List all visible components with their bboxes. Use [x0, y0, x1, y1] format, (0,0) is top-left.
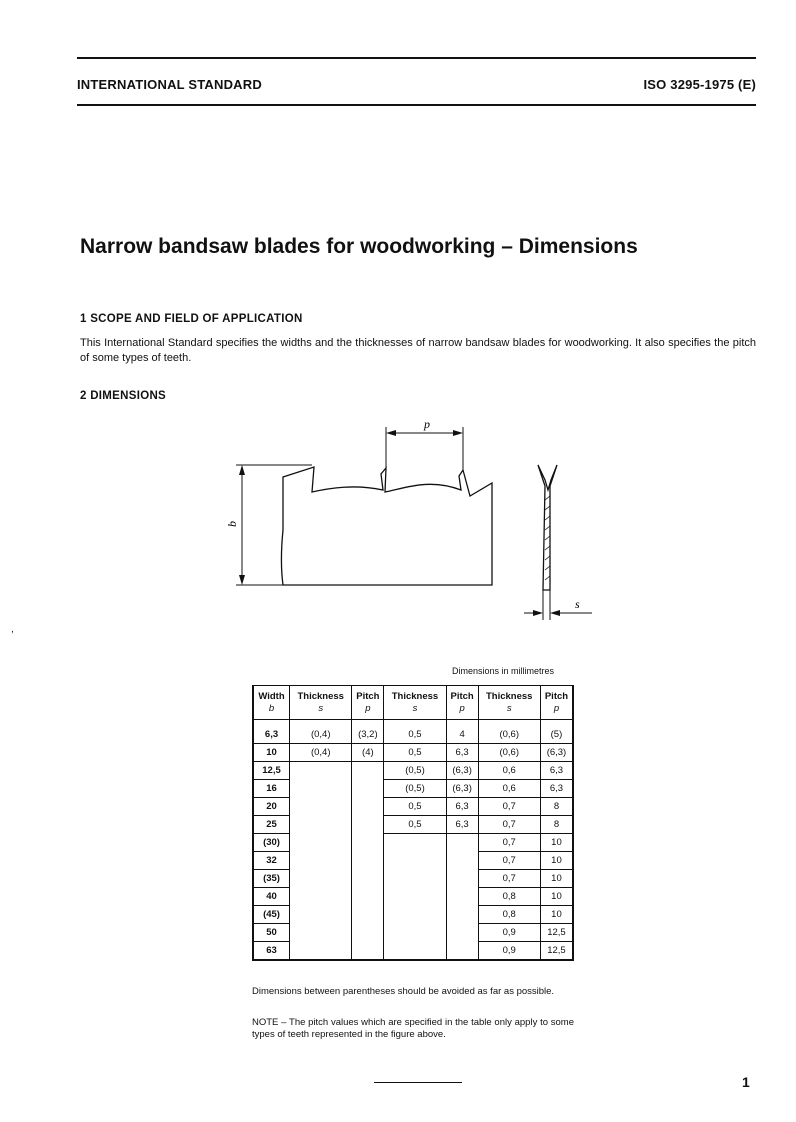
dimensions-table [252, 685, 574, 961]
label-p: p [424, 417, 430, 431]
value-cell [290, 834, 352, 852]
width-cell: 10 [253, 744, 290, 762]
value-cell [446, 906, 478, 924]
value-cell: 0,9 [478, 942, 540, 961]
value-cell: 0,5 [384, 720, 446, 744]
width-cell: (30) [253, 834, 290, 852]
table-row [253, 720, 573, 744]
value-cell [384, 942, 446, 961]
value-cell [384, 834, 446, 852]
value-cell [290, 942, 352, 961]
width-cell: 25 [253, 816, 290, 834]
value-cell: (0,6) [478, 744, 540, 762]
value-cell: 6,3 [446, 798, 478, 816]
value-cell [352, 924, 384, 942]
value-cell [446, 834, 478, 852]
value-cell: 6,3 [446, 744, 478, 762]
value-cell [384, 888, 446, 906]
value-cell: 8 [540, 798, 573, 816]
value-cell: 0,6 [478, 762, 540, 780]
width-cell: 50 [253, 924, 290, 942]
value-cell: 0,7 [478, 798, 540, 816]
value-cell [352, 870, 384, 888]
value-cell: (4) [352, 744, 384, 762]
label-s: s [575, 597, 580, 611]
table-row [253, 834, 573, 852]
value-cell: 6,3 [540, 762, 573, 780]
value-cell: (6,3) [446, 762, 478, 780]
value-cell: (0,5) [384, 762, 446, 780]
header-thickness-2: Thickness s [384, 686, 446, 720]
value-cell [352, 798, 384, 816]
table-row [253, 924, 573, 942]
value-cell [384, 924, 446, 942]
b-arrow-top [239, 465, 245, 475]
value-cell: (0,5) [384, 780, 446, 798]
value-cell [352, 816, 384, 834]
table-row [253, 798, 573, 816]
value-cell [290, 798, 352, 816]
value-cell: 6,3 [446, 816, 478, 834]
header-pitch-1: Pitch p [352, 686, 384, 720]
header-width: Width b [253, 686, 290, 720]
value-cell [384, 852, 446, 870]
value-cell [290, 816, 352, 834]
value-cell: 12,5 [540, 924, 573, 942]
value-cell [446, 852, 478, 870]
value-cell [290, 780, 352, 798]
value-cell: 0,7 [478, 816, 540, 834]
header-thickness-1: Thickness s [290, 686, 352, 720]
label-b: b [225, 521, 239, 527]
value-cell [446, 924, 478, 942]
value-cell [290, 888, 352, 906]
value-cell: 0,5 [384, 798, 446, 816]
value-cell: 0,7 [478, 870, 540, 888]
table-row [253, 816, 573, 834]
section-1-text: This International Standard specifies the widths and the thicknesses of narrow bandsaw blades for woodworking. It also specifies the pitch of some types of teeth. [80, 337, 756, 364]
header-pitch-2: Pitch p [446, 686, 478, 720]
value-cell: (0,6) [478, 720, 540, 744]
value-cell [384, 870, 446, 888]
table-row [253, 942, 573, 961]
value-cell [446, 942, 478, 961]
width-cell: 40 [253, 888, 290, 906]
page-title: Narrow bandsaw blades for woodworking – Dimensions [80, 235, 638, 258]
parentheses-note: Dimensions between parentheses should be avoided as far as possible. [252, 986, 555, 997]
table-row [253, 906, 573, 924]
table-header-row [253, 686, 573, 720]
value-cell [352, 762, 384, 780]
p-arrow-left [386, 430, 396, 436]
width-cell: 16 [253, 780, 290, 798]
value-cell: (0,4) [290, 720, 352, 744]
value-cell: 8 [540, 816, 573, 834]
value-cell: 10 [540, 906, 573, 924]
width-cell: (35) [253, 870, 290, 888]
header-pitch-3: Pitch p [540, 686, 573, 720]
value-cell: 6,3 [540, 780, 573, 798]
value-cell [352, 834, 384, 852]
table-row [253, 852, 573, 870]
value-cell: 0,9 [478, 924, 540, 942]
value-cell [446, 870, 478, 888]
value-cell [352, 942, 384, 961]
section-2-heading: 2 DIMENSIONS [80, 390, 167, 402]
p-arrow-right [453, 430, 463, 436]
value-cell: (6,3) [540, 744, 573, 762]
value-cell: 0,5 [384, 816, 446, 834]
width-cell: 12,5 [253, 762, 290, 780]
section-1-heading: 1 SCOPE AND FIELD OF APPLICATION [80, 313, 303, 325]
value-cell: 10 [540, 870, 573, 888]
value-cell [290, 762, 352, 780]
value-cell: (6,3) [446, 780, 478, 798]
table-row [253, 744, 573, 762]
header-right: ISO 3295-1975 (E) [643, 77, 756, 92]
value-cell: 0,7 [478, 852, 540, 870]
value-cell: 10 [540, 852, 573, 870]
page-number: 1 [742, 1074, 750, 1090]
table-row [253, 888, 573, 906]
value-cell: 0,8 [478, 906, 540, 924]
footer-rule [374, 1082, 462, 1083]
value-cell [290, 852, 352, 870]
table-caption: Dimensions in millimetres [452, 666, 555, 676]
value-cell: (3,2) [352, 720, 384, 744]
stray-mark: , [11, 624, 14, 635]
value-cell [352, 780, 384, 798]
value-cell: 0,8 [478, 888, 540, 906]
value-cell [352, 852, 384, 870]
value-cell: (5) [540, 720, 573, 744]
width-cell: 6,3 [253, 720, 290, 744]
b-arrow-bottom [239, 575, 245, 585]
pitch-note: NOTE – The pitch values which are specified in the table only apply to some types of teeth represented in the figure above. [252, 1017, 574, 1040]
table-row [253, 870, 573, 888]
value-cell [290, 906, 352, 924]
value-cell [384, 906, 446, 924]
value-cell: 4 [446, 720, 478, 744]
value-cell: 0,7 [478, 834, 540, 852]
width-cell: (45) [253, 906, 290, 924]
width-cell: 20 [253, 798, 290, 816]
value-cell [352, 906, 384, 924]
width-cell: 32 [253, 852, 290, 870]
value-cell: 0,5 [384, 744, 446, 762]
table-row [253, 780, 573, 798]
table-row [253, 762, 573, 780]
blade-outline [282, 467, 493, 585]
value-cell: 10 [540, 888, 573, 906]
value-cell: 12,5 [540, 942, 573, 961]
value-cell: 0,6 [478, 780, 540, 798]
value-cell: 10 [540, 834, 573, 852]
s-arrow-left [533, 610, 543, 616]
value-cell: (0,4) [290, 744, 352, 762]
value-cell [290, 924, 352, 942]
header-left: INTERNATIONAL STANDARD [77, 77, 262, 92]
value-cell [446, 888, 478, 906]
header-thickness-3: Thickness s [478, 686, 540, 720]
width-cell: 63 [253, 942, 290, 961]
value-cell [352, 888, 384, 906]
value-cell [290, 870, 352, 888]
s-arrow-right [550, 610, 560, 616]
